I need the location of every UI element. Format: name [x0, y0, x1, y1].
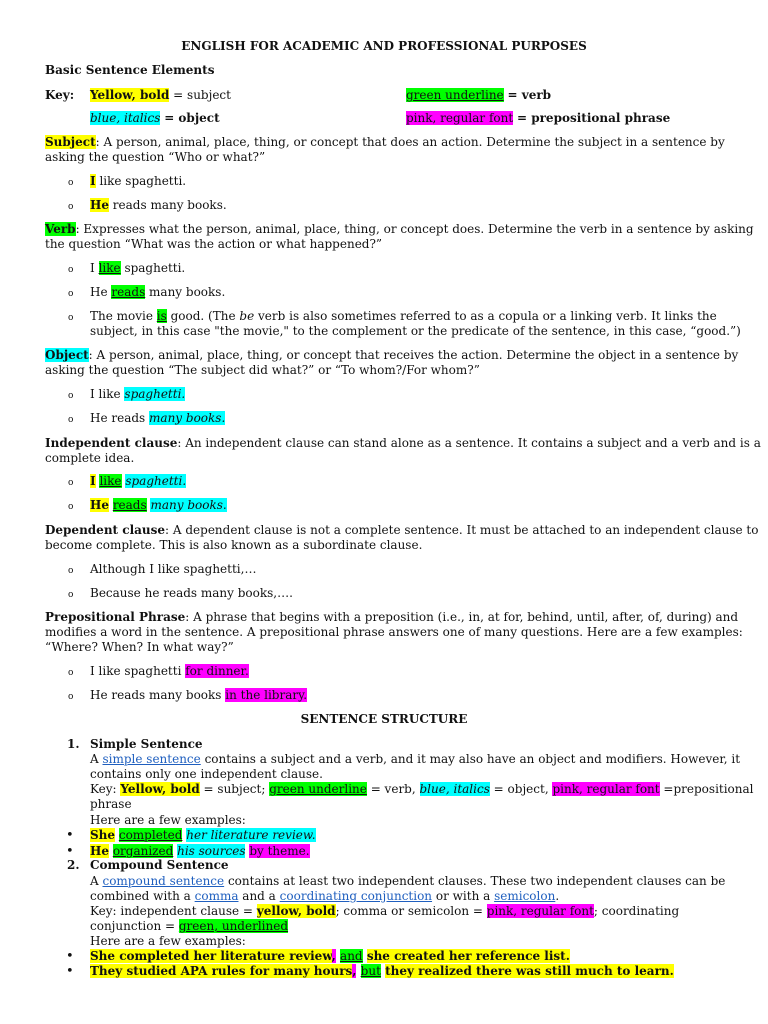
bullet-icon: o	[68, 566, 74, 576]
object-definition: Object: A person, animal, place, thing, or concept that receives the action. Determine the object in a sentence by	[45, 348, 739, 362]
comma-link[interactable]: comma	[194, 889, 239, 903]
simple-sentence-key-cont: phrase	[90, 797, 132, 811]
verb-example-2: He reads many books.	[90, 285, 226, 299]
simple-sentence-line-1: A simple sentence contains a subject and a verb, and it may also have an object and modifiers. However, it	[90, 752, 741, 766]
bullet-icon: o	[68, 590, 74, 600]
document-title: ENGLISH FOR ACADEMIC AND PROFESSIONAL PURPOSES	[181, 39, 587, 53]
simple-sentence-title: Simple Sentence	[90, 737, 203, 751]
object-definition-cont: asking the question “The subject did what?” or “To whom?/For whom?”	[45, 363, 480, 377]
prepositional-definition-cont-2: “Where? When? In what way?”	[45, 640, 234, 654]
bullet-icon: •	[66, 964, 74, 979]
bullet-icon: •	[66, 844, 74, 859]
subject-definition-cont: asking the question “Who or what?”	[45, 150, 266, 164]
prepositional-example-2: He reads many books in the library.	[90, 688, 308, 702]
simple-example-1: She completed her literature review.	[90, 828, 316, 842]
bullet-icon: o	[68, 313, 74, 323]
independent-definition: Independent clause: An independent clause can stand alone as a sentence. It contains a subject and a verb and is a	[45, 436, 761, 450]
simple-sentence-key: Key: Yellow, bold = subject; green underline = verb, blue, italics = object, pink, regular font =prepositional	[90, 782, 754, 796]
key-subject: Yellow, bold = subject	[90, 88, 231, 102]
bullet-icon: o	[68, 178, 74, 188]
bullet-icon: o	[68, 478, 74, 488]
structure-heading: SENTENCE STRUCTURE	[300, 712, 468, 726]
subject-example-1: I like spaghetti.	[90, 174, 187, 188]
bullet-icon: o	[68, 202, 74, 212]
prepositional-definition-cont: modifies a word in the sentence. A prepositional phrase answers one of many questions. Here are a few examples:	[45, 625, 743, 639]
bullet-icon: o	[68, 391, 74, 401]
compound-sentence-examples-label: Here are a few examples:	[90, 934, 246, 948]
bullet-icon: o	[68, 668, 74, 678]
verb-definition: Verb: Expresses what the person, animal, place, thing, or concept does. Determine the verb in a sentence by asking	[45, 222, 754, 236]
key-label: Key:	[45, 88, 75, 102]
list-number: 2.	[67, 858, 80, 872]
dependent-definition-cont: become complete. This is also known as a subordinate clause.	[45, 538, 423, 552]
verb-example-3-cont: subject, in this case "the movie," to the complement or the predicate of the sentence, in this case, “good.”)	[90, 324, 741, 338]
bullet-icon: o	[68, 265, 74, 275]
simple-sentence-examples-label: Here are a few examples:	[90, 813, 246, 827]
coordinating-conjunction-link[interactable]: coordinating conjunction	[279, 889, 433, 903]
bullet-icon: o	[68, 289, 74, 299]
bullet-icon: o	[68, 415, 74, 425]
compound-sentence-title: Compound Sentence	[90, 858, 229, 872]
verb-definition-cont: the question “What was the action or what happened?”	[45, 237, 383, 251]
dependent-definition: Dependent clause: A dependent clause is not a complete sentence. It must be attached to an independent clause to	[45, 523, 759, 537]
object-example-1: I like spaghetti.	[90, 387, 186, 401]
prepositional-definition: Prepositional Phrase: A phrase that begins with a preposition (i.e., in, at for, behind, until, after, of, during) and	[45, 610, 739, 624]
key-object: blue, italics = object	[90, 111, 220, 125]
verb-example-1: I like spaghetti.	[90, 261, 186, 275]
subject-definition: Subject: A person, animal, place, thing, or concept that does an action. Determine the subject in a sentence by	[45, 135, 725, 149]
key-verb: green underline = verb	[406, 88, 552, 102]
key-row-1	[45, 88, 723, 103]
compound-example-2: They studied APA rules for many hours, but they realized there was still much to learn.	[90, 964, 674, 978]
verb-example-3: The movie is good. (The be verb is also sometimes referred to as a copula or a linking verb. It links the	[90, 309, 717, 323]
simple-example-2: He organized his sources by theme.	[90, 844, 310, 858]
compound-sentence-line-1: A compound sentence contains at least two independent clauses. These two independent clauses can be	[90, 874, 726, 888]
semicolon-link[interactable]: semicolon	[494, 889, 556, 903]
independent-definition-cont: complete idea.	[45, 451, 135, 465]
object-example-2: He reads many books.	[90, 411, 226, 425]
simple-sentence-link[interactable]: simple sentence	[102, 752, 201, 766]
bullet-icon: o	[68, 692, 74, 702]
dependent-example-2: Because he reads many books,….	[90, 586, 293, 600]
prepositional-example-1: I like spaghetti for dinner.	[90, 664, 249, 678]
dependent-example-1: Although I like spaghetti,…	[90, 562, 257, 576]
simple-sentence-line-2: contains only one independent clause.	[90, 767, 323, 781]
compound-example-1: She completed her literature review, and she created her reference list.	[90, 949, 570, 963]
bullet-icon: •	[66, 949, 74, 964]
bullet-icon: o	[68, 502, 74, 512]
independent-example-2: He reads many books.	[90, 498, 227, 512]
compound-sentence-key-cont: conjunction = green, underlined	[90, 919, 289, 933]
compound-sentence-key: Key: independent clause = yellow, bold; comma or semicolon = pink, regular font; coordinating	[90, 904, 680, 918]
section-heading: Basic Sentence Elements	[45, 63, 215, 77]
compound-sentence-line-2: combined with a comma and a coordinating conjunction or with a semicolon.	[90, 889, 560, 903]
subject-example-2: He reads many books.	[90, 198, 227, 212]
compound-sentence-link[interactable]: compound sentence	[102, 874, 225, 888]
key-prepositional: pink, regular font = prepositional phrase	[406, 111, 671, 125]
independent-example-1: I like spaghetti.	[90, 474, 187, 488]
list-number: 1.	[67, 737, 80, 751]
bullet-icon: •	[66, 828, 74, 843]
